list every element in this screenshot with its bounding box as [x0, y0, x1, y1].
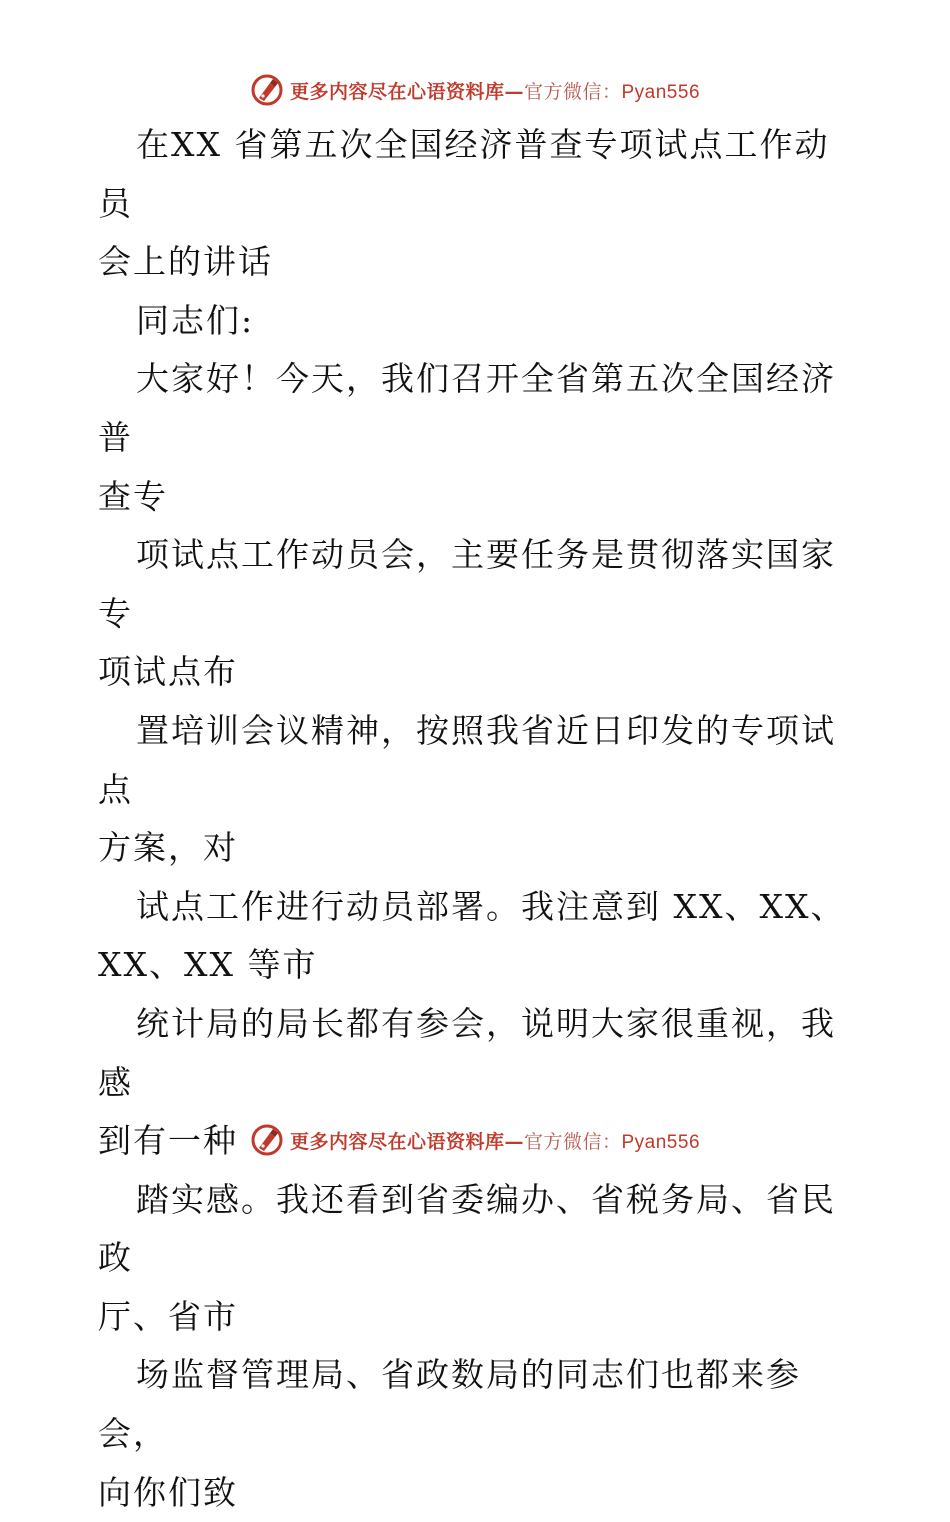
watermark-banner-inner: [250, 1123, 700, 1157]
watermark-banner-top: [0, 70, 950, 110]
document-line: 场监督管理局、省政数局的同志们也都来参会，: [98, 1355, 801, 1454]
watermark-banner-inner: [250, 73, 700, 107]
document-line: 试点工作进行动员部署。我注意到 XX、XX、: [136, 886, 846, 926]
document-body: [98, 116, 858, 1522]
document-line: XX、XX 等市: [98, 945, 318, 985]
document-line: 会上的讲话: [98, 242, 273, 282]
watermark-separator: —: [504, 80, 524, 103]
document-line: 踏实感。我还看到省委编办、省税务局、省民政: [98, 1179, 836, 1278]
document-line: 向你们致: [98, 1472, 238, 1512]
watermark-wechat-label: 官方微信：: [523, 1130, 622, 1153]
watermark-banner-bottom: [0, 1120, 950, 1160]
document-line: 统计局的局长都有参会，说明大家很重视，我感: [98, 1003, 836, 1102]
watermark-wechat-label: 官方微信：: [523, 80, 622, 103]
document-line: 查专: [98, 476, 168, 516]
watermark-site-text: 更多内容尽在心语资料库: [289, 1130, 505, 1153]
document-line: 项试点工作动员会，主要任务是贯彻落实国家专: [98, 535, 836, 633]
document-line: 大家好！今天，我们召开全省第五次全国经济普: [98, 359, 836, 457]
watermark-wechat-id: Pyan556: [621, 1131, 701, 1153]
document-line: 项试点布: [98, 652, 238, 692]
document-line: 置培训会议精神，按照我省近日印发的专项试点: [98, 710, 836, 809]
document-line: 厅、省市: [98, 1296, 238, 1336]
document-line: 方案，对: [98, 828, 238, 868]
watermark-wechat-id: Pyan556: [621, 81, 701, 103]
document-line: 在XX 省第五次全国经济普查专项试点工作动员: [98, 125, 830, 223]
watermark-site-text: 更多内容尽在心语资料库: [289, 80, 505, 103]
watermark-separator: —: [504, 1130, 524, 1153]
watermark-text: [290, 1127, 700, 1154]
document-line: 同志们:: [136, 300, 255, 340]
watermark-text: [290, 77, 700, 104]
pen-logo-icon: [250, 1123, 284, 1157]
pen-logo-icon: [250, 73, 284, 107]
document-line: 到有一种: [98, 1121, 238, 1161]
